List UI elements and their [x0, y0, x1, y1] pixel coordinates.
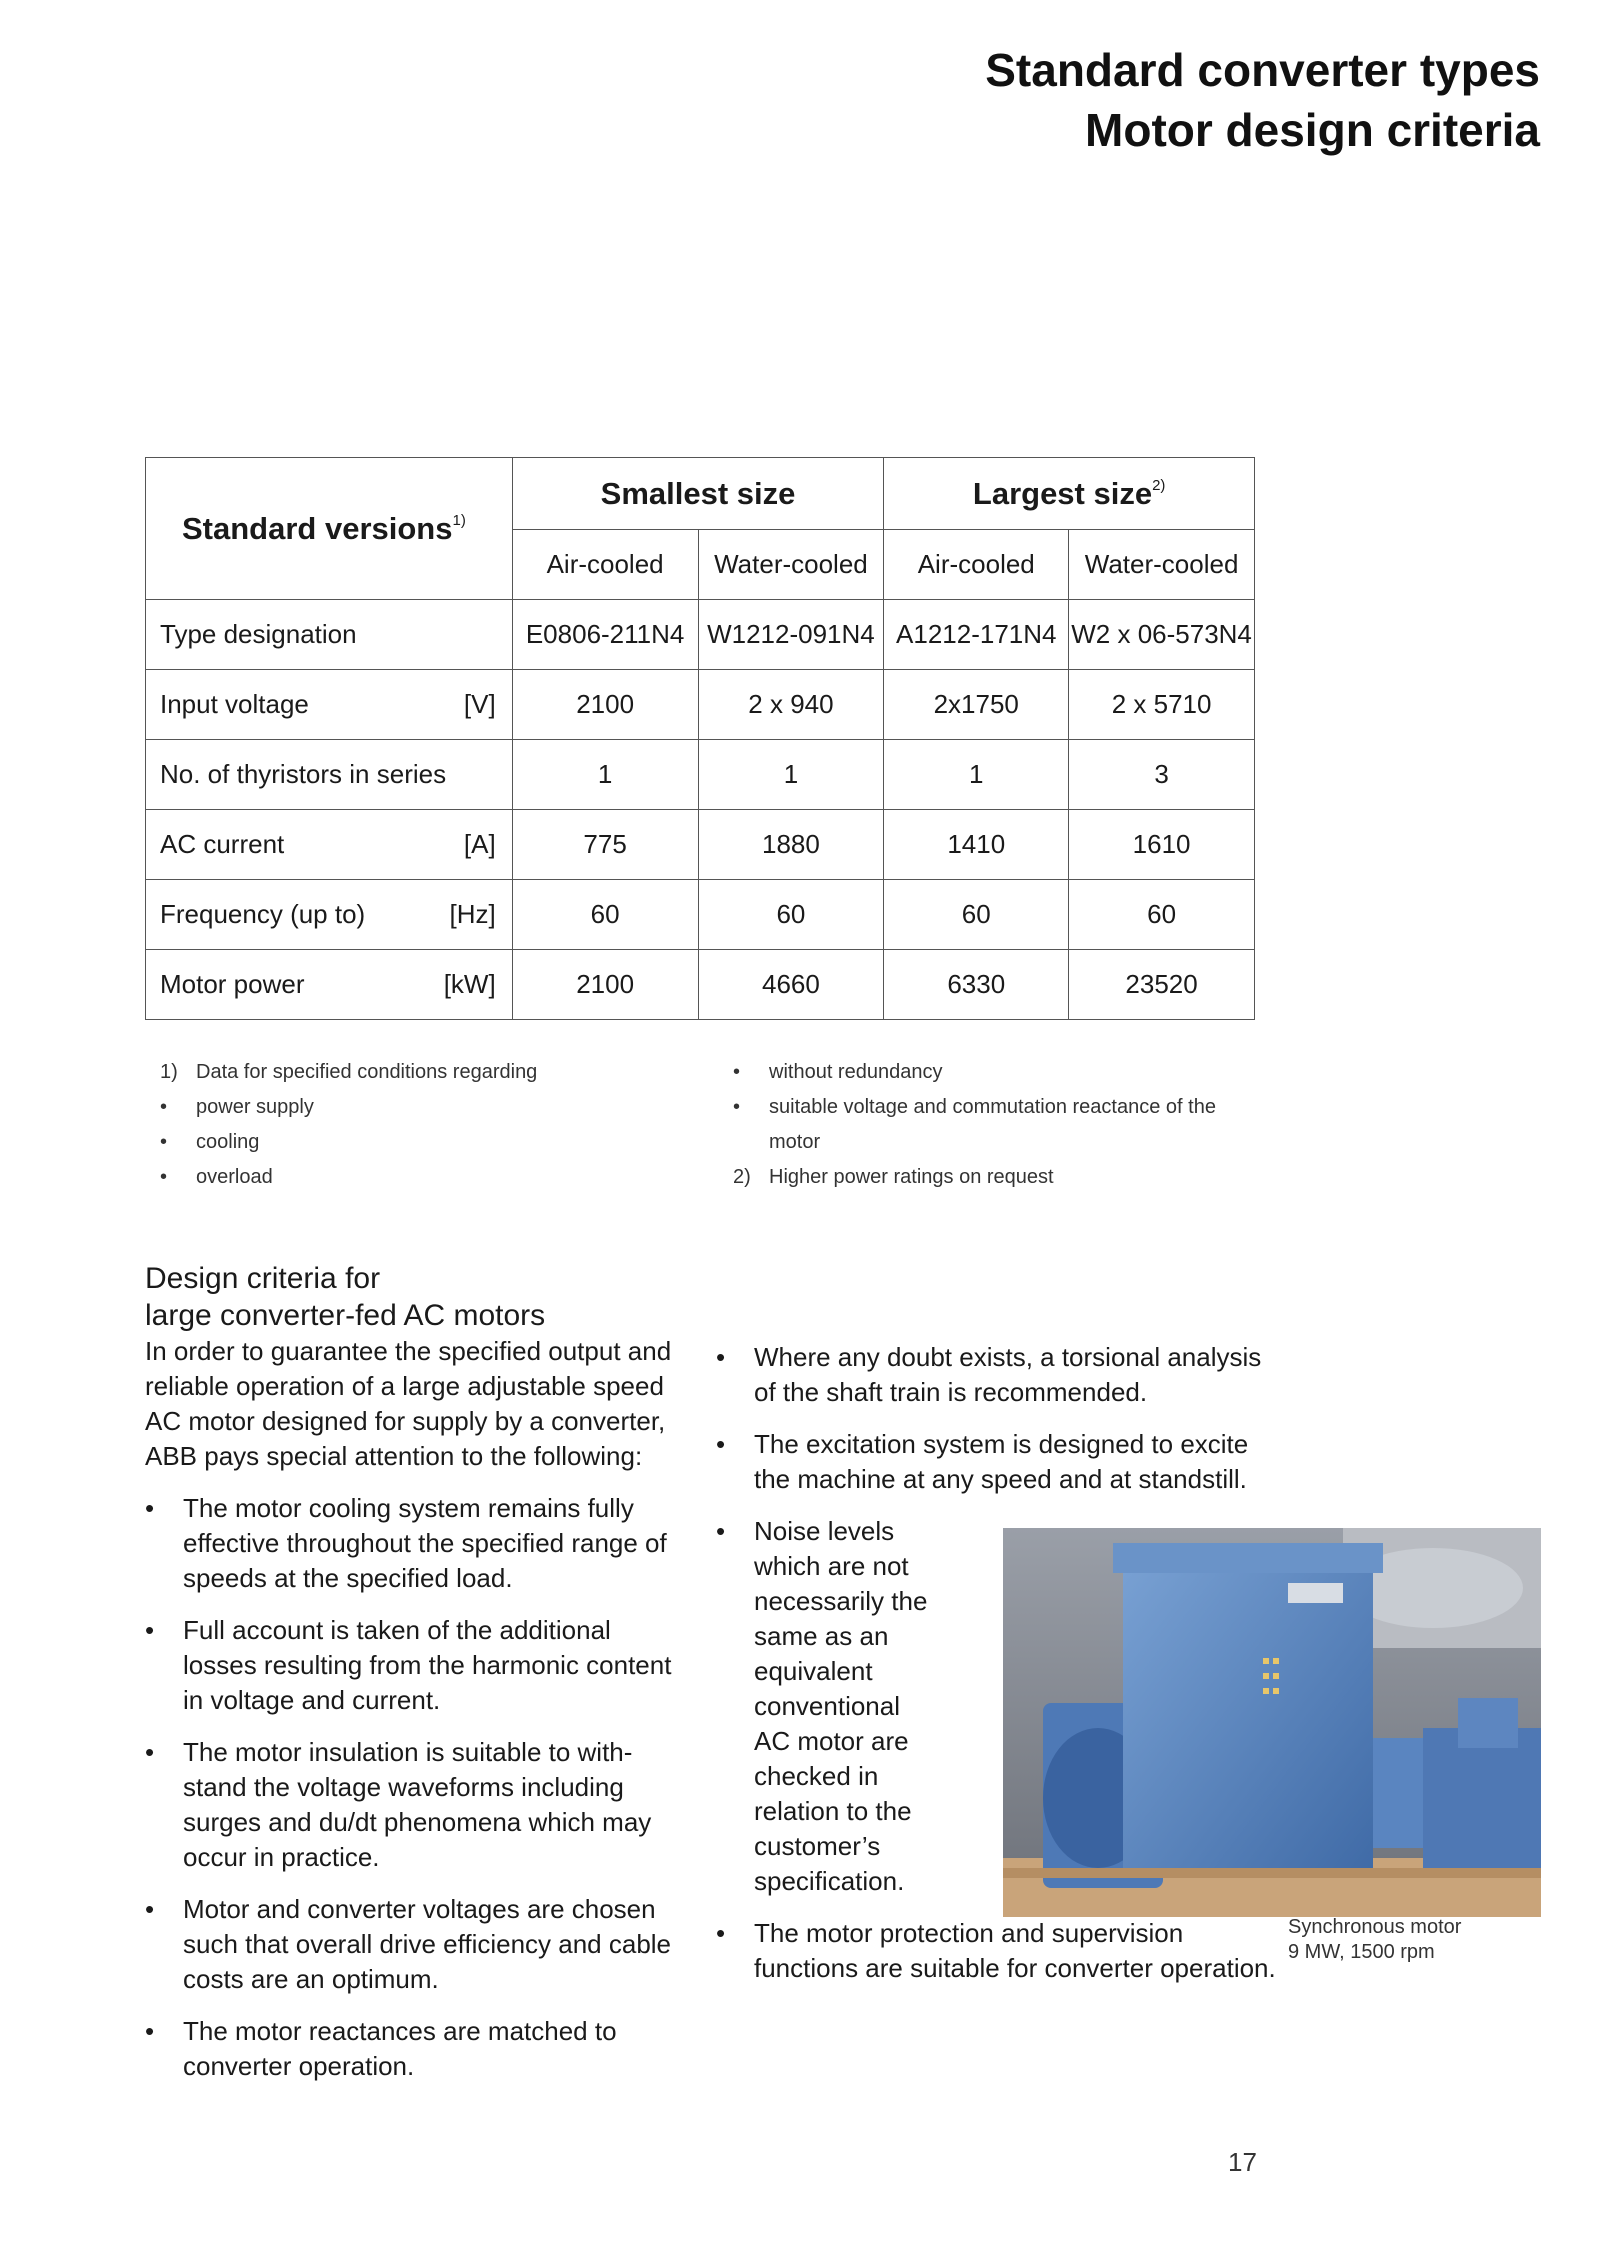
- subheader-cell: Water-cooled: [698, 530, 884, 600]
- table-cell: 2100: [512, 670, 698, 740]
- title-line-1: Standard converter types: [985, 44, 1540, 96]
- row-label: Frequency (up to): [160, 899, 366, 929]
- subheader-cell: Water-cooled: [1069, 530, 1255, 600]
- table-cell: 2 x 940: [698, 670, 884, 740]
- list-item: • The motor protection and supervision functions are suitable for converter operation.: [716, 1918, 1276, 1983]
- bullet-mark: •: [145, 1737, 155, 1767]
- table-cell: W1212-091N4: [698, 600, 884, 670]
- table-row: [146, 600, 1255, 670]
- bullet-mark: •: [145, 2016, 155, 2046]
- noise-text-line: which are not: [754, 1551, 909, 1581]
- footnote-mark: 2): [733, 1166, 751, 1188]
- table-cell: 1: [698, 740, 884, 810]
- table-cell: 1880: [698, 810, 884, 880]
- noise-text-line: relation to the: [754, 1796, 912, 1826]
- noise-text-line: customer’s: [754, 1831, 881, 1861]
- footnote-mark: •: [160, 1131, 168, 1153]
- footnote-text: cooling: [196, 1131, 260, 1153]
- spec-table: [145, 457, 1255, 1020]
- list-item: [145, 1491, 685, 1596]
- list-item: [716, 1340, 1276, 1410]
- list-item: [145, 2014, 685, 2084]
- row-label: No. of thyristors in series: [160, 759, 447, 789]
- list-item-text: The motor insulation is suitable to with-stand the voltage waveforms including surges and du/dt phenomena which may occur in practice.: [183, 1737, 652, 1872]
- footnote-line: [733, 1125, 1293, 1160]
- list-item: [145, 1613, 685, 1718]
- footnote-mark: •: [733, 1061, 741, 1083]
- row-label-cell: [146, 670, 513, 740]
- noise-text-line: equivalent: [754, 1656, 873, 1686]
- table-row: [146, 810, 1255, 880]
- table-corner-header: Standard versions$^{1)}$: [146, 458, 513, 600]
- footnote-text: Higher power ratings on request: [769, 1166, 1054, 1188]
- table-cell: W2 x 06-573N4: [1069, 600, 1255, 670]
- row-label: Input voltage: [160, 689, 309, 719]
- footnote-line: [733, 1055, 1293, 1090]
- table-cell: 60: [698, 880, 884, 950]
- row-label: Type designation: [160, 619, 357, 649]
- motor-photo: [1003, 1528, 1541, 1917]
- table-cell: 1410: [884, 810, 1069, 880]
- list-item-text: Motor and converter voltages are chosen such that overall drive efficiency and cable costs are an optimum.: [183, 1894, 672, 1994]
- footnote-mark: 1): [160, 1061, 178, 1083]
- noise-text-line: AC motor are: [754, 1726, 909, 1756]
- list-item-text: The excitation system is designed to excite the machine at any speed and at standstill.: [754, 1429, 1249, 1494]
- table-cell: 1610: [1069, 810, 1255, 880]
- page-number: 17: [1228, 2147, 1257, 2177]
- list-item-text: The motor reactances are matched to converter operation.: [183, 2016, 617, 2081]
- footnote-line: [160, 1160, 680, 1195]
- bullet-mark: •: [145, 1493, 155, 1523]
- title-line-2: Motor design criteria: [1085, 104, 1540, 156]
- footnote-text: suitable voltage and commutation reactance of the: [769, 1096, 1216, 1118]
- footnote-line: [160, 1125, 680, 1160]
- footnote-text: without redundancy: [769, 1061, 943, 1083]
- photo-caption: Synchronous motor 9 MW, 1500 rpm: [1288, 1916, 1462, 1963]
- table-row: [146, 950, 1255, 1020]
- design-heading: Design criteria for large converter-fed AC motors: [145, 1262, 546, 1332]
- noise-text-line: same as an: [754, 1621, 889, 1651]
- footnote-text: motor: [769, 1131, 821, 1153]
- subheader-cell: Air-cooled: [884, 530, 1069, 600]
- table-cell: 60: [1069, 880, 1255, 950]
- row-unit: [V]: [463, 689, 496, 719]
- table-cell: 1: [512, 740, 698, 810]
- row-unit: [kW]: [443, 969, 496, 999]
- row-label-cell: [146, 880, 513, 950]
- bullet-mark: •: [145, 1894, 155, 1924]
- footnote-mark: •: [160, 1096, 168, 1118]
- table-row: [146, 670, 1255, 740]
- table-row: [146, 880, 1255, 950]
- row-label: AC current: [160, 829, 285, 859]
- bullet-mark: •: [716, 1429, 726, 1459]
- footnote-text: Data for specified conditions regarding: [196, 1061, 538, 1083]
- footnote-mark: [733, 1125, 769, 1160]
- design-intro: In order to guarantee the specified output and reliable operation of a large adjustable speed AC motor designed for supply by a converter, ABB pays special attention to the following:: [145, 1336, 672, 1471]
- table-cell: 60: [884, 880, 1069, 950]
- footnote-mark: •: [160, 1166, 168, 1188]
- table-cell: 6330: [884, 950, 1069, 1020]
- list-item: [716, 1427, 1276, 1497]
- list-item-text: Where any doubt exists, a torsional analysis of the shaft train is recommended.: [754, 1342, 1262, 1407]
- footnotes-right: [733, 1055, 1293, 1195]
- footnote-line: [160, 1055, 680, 1090]
- table-row: [146, 740, 1255, 810]
- row-unit: [A]: [463, 829, 496, 859]
- footnote-mark: •: [733, 1096, 741, 1118]
- footnote-line: [160, 1090, 680, 1125]
- table-cell: 4660: [698, 950, 884, 1020]
- table-cell: A1212-171N4: [884, 600, 1069, 670]
- noise-levels-text: [754, 1514, 927, 1899]
- subheader-cell: Air-cooled: [512, 530, 698, 600]
- table-cell: 60: [512, 880, 698, 950]
- noise-text-line: necessarily the: [754, 1586, 928, 1616]
- row-label-cell: [146, 740, 513, 810]
- bullet-mark: •: [145, 1615, 155, 1645]
- table-cell: 2100: [512, 950, 698, 1020]
- row-label-cell: [146, 810, 513, 880]
- footnote-text: power supply: [196, 1096, 314, 1118]
- row-label-cell: [146, 600, 513, 670]
- noise-text-line: specification.: [754, 1866, 905, 1896]
- noise-text-line: conventional: [754, 1691, 900, 1721]
- page-title: [985, 40, 1540, 160]
- noise-text-line: checked in: [754, 1761, 879, 1791]
- table-cell: 3: [1069, 740, 1255, 810]
- footnote-text: overload: [196, 1166, 273, 1188]
- list-item-text: Full account is taken of the additional losses resulting from the harmonic content in voltage and current.: [183, 1615, 672, 1715]
- footnote-line: [733, 1160, 1293, 1195]
- table-cell: 2x1750: [884, 670, 1069, 740]
- footnote-line: [733, 1090, 1293, 1125]
- table-cell: E0806-211N4: [512, 600, 698, 670]
- row-unit: [Hz]: [449, 899, 496, 929]
- list-item-text: The motor cooling system remains fully effective throughout the specified range of speeds at the specified load.: [183, 1493, 667, 1593]
- row-label-cell: [146, 950, 513, 1020]
- table-cell: 23520: [1069, 950, 1255, 1020]
- row-label: Motor power: [160, 969, 305, 999]
- design-left-column: [145, 1260, 685, 2101]
- table-cell: 775: [512, 810, 698, 880]
- list-item: [145, 1735, 685, 1875]
- footnotes-left: [160, 1055, 680, 1195]
- group-header-largest: Largest size$^{2)}$: [884, 458, 1255, 530]
- group-header-smallest: Smallest size: [512, 458, 884, 530]
- list-item: • Noise levels which are not necessarily the same as an equivalent conventional AC motor are checked in relation to the customer’s specification.: [716, 1514, 1276, 1899]
- table-cell: 1: [884, 740, 1069, 810]
- noise-text-line: Noise levels: [754, 1516, 895, 1546]
- table-cell: 2 x 5710: [1069, 670, 1255, 740]
- list-item: [145, 1892, 685, 1997]
- bullet-mark: •: [716, 1342, 726, 1372]
